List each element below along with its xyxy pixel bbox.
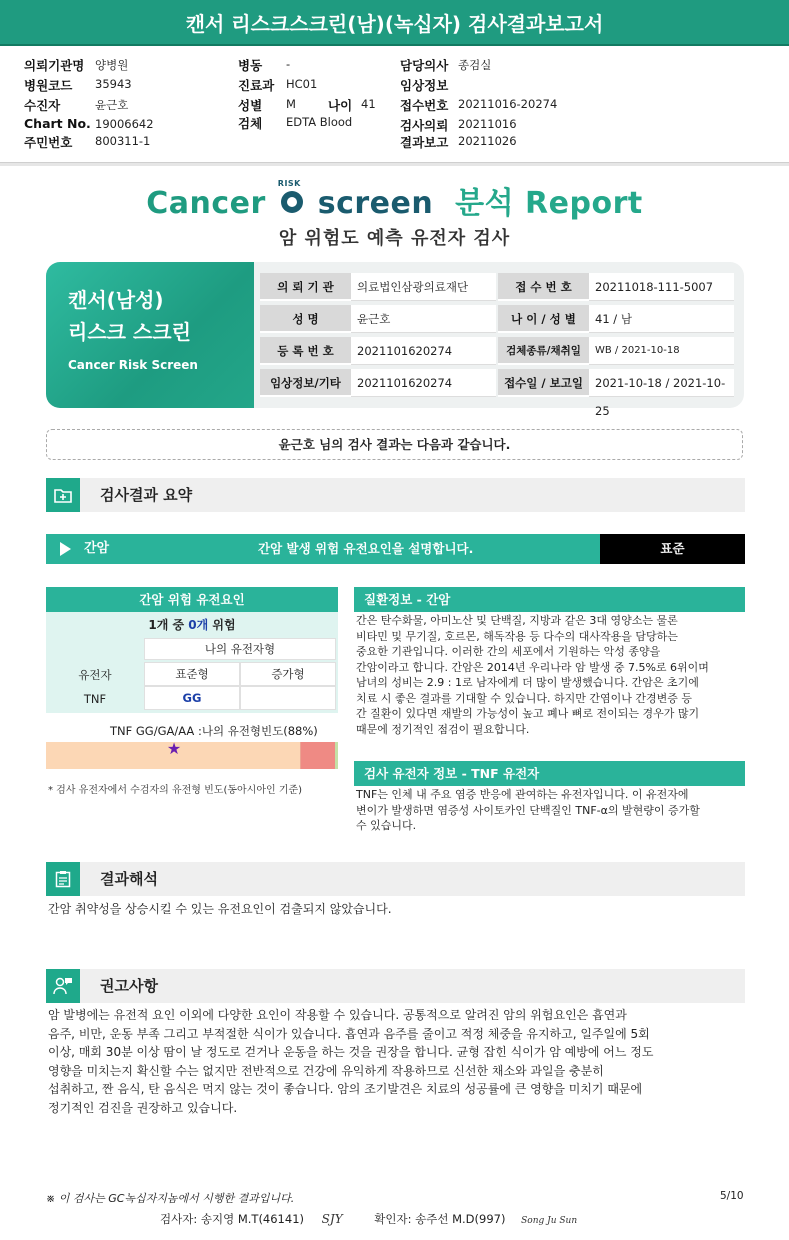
risk-table-header: 간암 위험 유전요인: [46, 587, 338, 612]
standard-column-label: 표준형: [144, 662, 240, 686]
frequency-bar-remainder: [300, 742, 335, 769]
section-title: 검사결과 요약: [100, 486, 193, 504]
increase-column-label: 증가형: [240, 662, 336, 686]
field-label: 결과보고: [400, 135, 449, 150]
card-value: 20211018-111-5007: [589, 273, 734, 301]
field-value: 41: [361, 97, 376, 111]
risk-count-prefix: 1개 중: [148, 618, 185, 632]
field-value: EDTA Blood: [286, 115, 353, 129]
card-label: 등 록 번 호: [260, 337, 351, 365]
disease-info-line: 간암이라고 합니다. 간암은 2014년 우리나라 암 발생 중 7.5%로 6위이며: [356, 660, 709, 674]
risk-count-value: 0개: [188, 618, 209, 632]
field-label: 수진자: [24, 98, 61, 113]
section-title: 권고사항: [100, 977, 158, 995]
logo-report: Report: [525, 186, 643, 221]
field-label: 의뢰기관명: [24, 58, 85, 73]
logo-cancer: Cancer: [146, 186, 266, 221]
field-label: 임상정보: [400, 78, 449, 93]
gene-column-label: 유전자: [78, 668, 112, 682]
liver-cancer-bar: [46, 534, 600, 564]
card-value: 윤근호: [351, 305, 496, 333]
card-title-panel: [46, 262, 254, 408]
recommendation-line: 암 발병에는 유전적 요인 이외에 다양한 요인이 작용할 수 있습니다. 공통적으로 알려진 암의 위험요인은 흡연과: [48, 1008, 627, 1022]
field-value: 20211026: [458, 134, 517, 148]
consult-person-icon: [46, 969, 80, 1003]
report-title: 캔서 리스크스크린(남)(녹십자) 검사결과보고서: [0, 0, 789, 46]
card-label: 나 이 / 성 별: [498, 305, 589, 333]
footer-note: ※ 이 검사는 GC녹십자지놈에서 시행한 결과입니다.: [46, 1192, 295, 1205]
card-label: 임상정보/기타: [260, 369, 351, 397]
card-title-2: 리스크 스크린: [68, 320, 191, 344]
recommendation-line: 이상, 매회 30분 이상 땀이 날 정도로 걷거나 운동을 하는 것을 권장을 합니다. 균형 잡힌 식이가 암 예방에 어느 정도: [48, 1045, 654, 1059]
field-value: 800311-1: [95, 134, 151, 148]
field-label: 진료과: [238, 78, 275, 93]
card-label: 접 수 번 호: [498, 273, 589, 301]
examiner: 검사자: 송지영 M.T(46141): [160, 1212, 304, 1226]
logo: [0, 178, 789, 228]
disease-info-text: [356, 613, 742, 737]
disease-info-line: 비타민 및 무기질, 호르몬, 해독작용 등 다수의 대사작용을 담당하는: [356, 629, 678, 643]
field-value: HC01: [286, 77, 318, 91]
section-interpretation: [46, 862, 745, 896]
field-value: 19006642: [95, 117, 154, 131]
report-subtitle: 암 위험도 예측 유전자 검사: [278, 228, 511, 249]
interpretation-text: 간암 취약성을 상승시킬 수 있는 유전요인이 검출되지 않았습니다.: [48, 902, 392, 916]
genotype-frequency-label: TNF GG/GA/AA :나의 유전형빈도(88%): [110, 724, 318, 738]
signature-line: [160, 1211, 577, 1227]
gene-info-line: 수 있습니다.: [356, 819, 417, 832]
field-value: 20211016: [458, 117, 517, 131]
section-recommendation: [46, 969, 745, 1003]
field-value: 윤근호: [95, 98, 129, 112]
header-divider: [0, 162, 789, 166]
field-label: 성별: [238, 98, 263, 113]
gene-info-header: 검사 유전자 정보 - TNF 유전자: [354, 761, 745, 786]
card-value: WB / 2021-10-18: [589, 337, 734, 365]
recommendation-line: 정기적인 검진을 권장하고 있습니다.: [48, 1100, 238, 1115]
my-genotype-header: 나의 유전자형: [144, 638, 336, 660]
field-label: 병동: [238, 58, 263, 73]
field-label: 접수번호: [400, 98, 449, 113]
folder-plus-icon: [46, 478, 80, 512]
field-value: 종검실: [458, 58, 492, 72]
logo-analysis: 분석: [455, 186, 515, 221]
disease-info-line: 간은 탄수화물, 아미노산 및 단백질, 지방과 같은 3대 영양소는 물론: [356, 614, 678, 627]
card-title-1: 캔서(남성): [68, 288, 164, 312]
gene-info-line: TNF는 인체 내 주요 염증 반응에 관여하는 유전자입니다. 이 유전자에: [356, 788, 689, 801]
disease-info-header: 질환정보 - 간암: [354, 587, 745, 612]
disease-info-line: 중요한 기관입니다. 이러한 간의 세포에서 기원하는 악성 종양을: [356, 645, 661, 658]
gene-info-text: [356, 787, 742, 834]
field-label: 주민번호: [24, 135, 73, 150]
card-label: 의 뢰 기 관: [260, 273, 351, 301]
section-summary: [46, 478, 745, 512]
logo-risk: RISK: [277, 178, 301, 188]
risk-table: [46, 612, 338, 713]
standard-genotype-value: GG: [144, 686, 240, 710]
recommendation-line: 섭취하고, 짠 음식, 탄 음식은 먹지 않는 것이 좋습니다. 암의 조기발견은 치료의 성공률에 큰 영향을 미치기 때문에: [48, 1082, 643, 1096]
field-value: M: [286, 97, 296, 111]
logo-screen: screen: [317, 186, 434, 221]
card-value: 2021-10-18 / 2021-10-25: [589, 369, 734, 397]
greeting-banner: 윤근호 님의 검사 결과는 다음과 같습니다.: [46, 429, 743, 460]
cancer-description: 간암 발생 위험 유전요인을 설명합니다.: [258, 541, 474, 556]
field-label: 검체: [238, 116, 263, 131]
clipboard-icon: [46, 862, 80, 896]
recommendation-text: [48, 1006, 745, 1117]
field-label: 나이: [328, 98, 353, 113]
card-label: 접수일 / 보고일: [498, 369, 589, 397]
disease-info-line: 간 질환이 있다면 재발의 가능성이 높고 폐나 뼈로 전이되는 경우가 많기: [356, 707, 700, 720]
field-label: 검사의뢰: [400, 118, 449, 133]
disease-info-line: 치료 시 좋은 결과를 기대할 수 있습니다. 하지만 간염이나 간경변증 등: [356, 691, 692, 705]
genotype-frequency-bar: [46, 742, 338, 769]
my-genotype-star-icon: ★: [166, 742, 182, 758]
increase-genotype-value: [240, 686, 336, 710]
field-label: 담당의사: [400, 58, 449, 73]
card-value: 2021101620274: [351, 337, 496, 365]
card-label: 검체종류/채취일: [498, 337, 589, 365]
card-label: 성 명: [260, 305, 351, 333]
section-title: 결과해석: [100, 870, 158, 888]
disease-info-line: 때문에 정기적인 점검이 필요합니다.: [356, 722, 530, 736]
gene-info-line: 변이가 발생하면 염증성 사이토카인 단백질인 TNF-α의 발현량이 증가할: [356, 803, 700, 817]
recommendation-line: 영향을 미치는지 확신할 수는 없지만 전반적으로 건강에 유익하게 작용하므로 신선한 채소와 과일을 충분히: [48, 1063, 604, 1078]
risk-count-suffix: 위험: [212, 618, 236, 632]
field-value: 20211016-20274: [458, 97, 558, 111]
frequency-note: * 검사 유전자에서 수검자의 유전형 빈도(동아시아인 기준): [48, 785, 303, 796]
confirmer-signature: Song Ju Sun: [521, 1216, 578, 1226]
recommendation-line: 음주, 비만, 운동 부족 그리고 부적절한 식이가 있습니다. 흡연과 음주를 줄이고 적정 체중을 유지하고, 일주일에 5회: [48, 1026, 650, 1041]
field-label: Chart No.: [24, 116, 91, 131]
page-number: 5/10: [720, 1190, 744, 1202]
risk-target-icon: [277, 178, 303, 213]
examiner-signature: SJY: [321, 1212, 343, 1226]
field-value: -: [286, 57, 291, 71]
confirmer: 확인자: 송주선 M.D(997): [374, 1212, 506, 1226]
card-title-en: Cancer Risk Screen: [68, 358, 198, 372]
disease-info-line: 남녀의 성비는 2.9 : 1로 남자에게 더 많이 발생했습니다. 간암은 초기에: [356, 676, 699, 689]
play-arrow-icon: [60, 542, 71, 556]
field-label: 병원코드: [24, 78, 73, 93]
risk-level-badge: 표준: [600, 534, 745, 564]
cancer-name: 간암: [84, 541, 110, 556]
card-value: 2021101620274: [351, 369, 496, 397]
field-value: 양병원: [95, 58, 129, 72]
field-value: 35943: [95, 77, 132, 91]
card-value: 의료법인삼광의료재단: [351, 273, 496, 301]
gene-name: TNF: [83, 692, 107, 706]
risk-count: [46, 616, 338, 633]
card-value: 41 / 남: [589, 305, 734, 333]
